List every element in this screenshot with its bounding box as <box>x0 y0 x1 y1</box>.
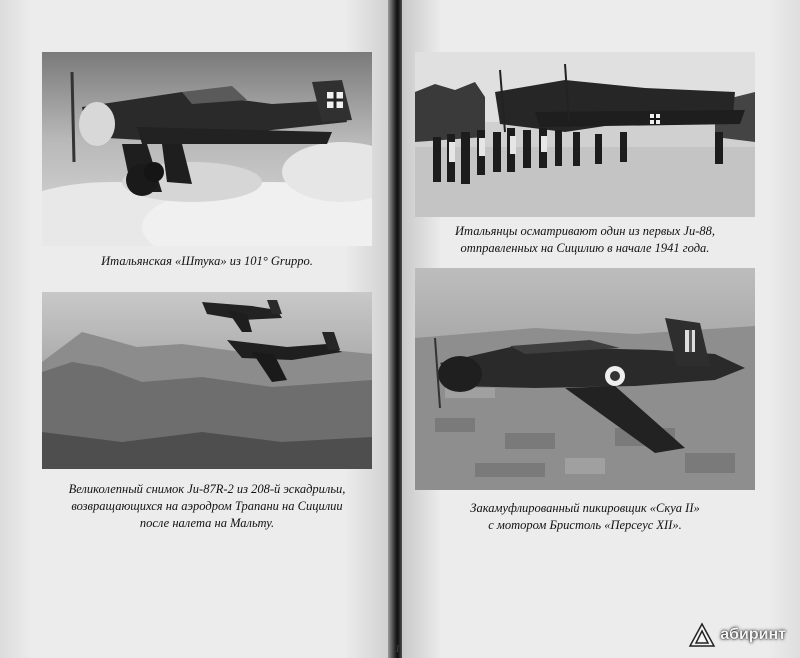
left-caption-2 <box>42 481 372 532</box>
caption-line: с мотором Бристоль «Персеус XII». <box>488 518 682 532</box>
caption-line: Великолепный снимок Ju-87R-2 из 208-й эскадрильи, <box>68 482 346 496</box>
right-caption-1 <box>415 223 755 257</box>
photo-ju87-pair-mountains <box>42 292 372 469</box>
page-number: 1 <box>395 644 400 655</box>
publisher-name: абиринт <box>720 626 786 643</box>
labyrinth-logo-icon <box>688 622 716 648</box>
left-page <box>0 0 392 658</box>
caption-line: возвращающихся на аэродром Трапани на Сицилии <box>71 499 343 513</box>
caption-line: Закамуфлированный пикировщик «Скуа II» <box>470 501 700 515</box>
photo-stuka-clouds <box>42 52 372 246</box>
left-caption-1 <box>42 253 372 270</box>
photo-skua-dive-bomber <box>415 268 755 490</box>
caption-line: после налета на Мальту. <box>139 516 275 530</box>
caption-line: Итальянцы осматривают один из первых Ju-88, <box>455 224 715 238</box>
caption-line: отправленных на Сицилию в начале 1941 года. <box>460 241 710 255</box>
caption-line: Итальянская «Штука» из 101° Grupро. <box>101 254 313 268</box>
right-page <box>402 0 800 658</box>
photo-ju88-ground-crew <box>415 52 755 217</box>
publisher-logo <box>688 622 786 648</box>
right-caption-2 <box>415 500 755 534</box>
